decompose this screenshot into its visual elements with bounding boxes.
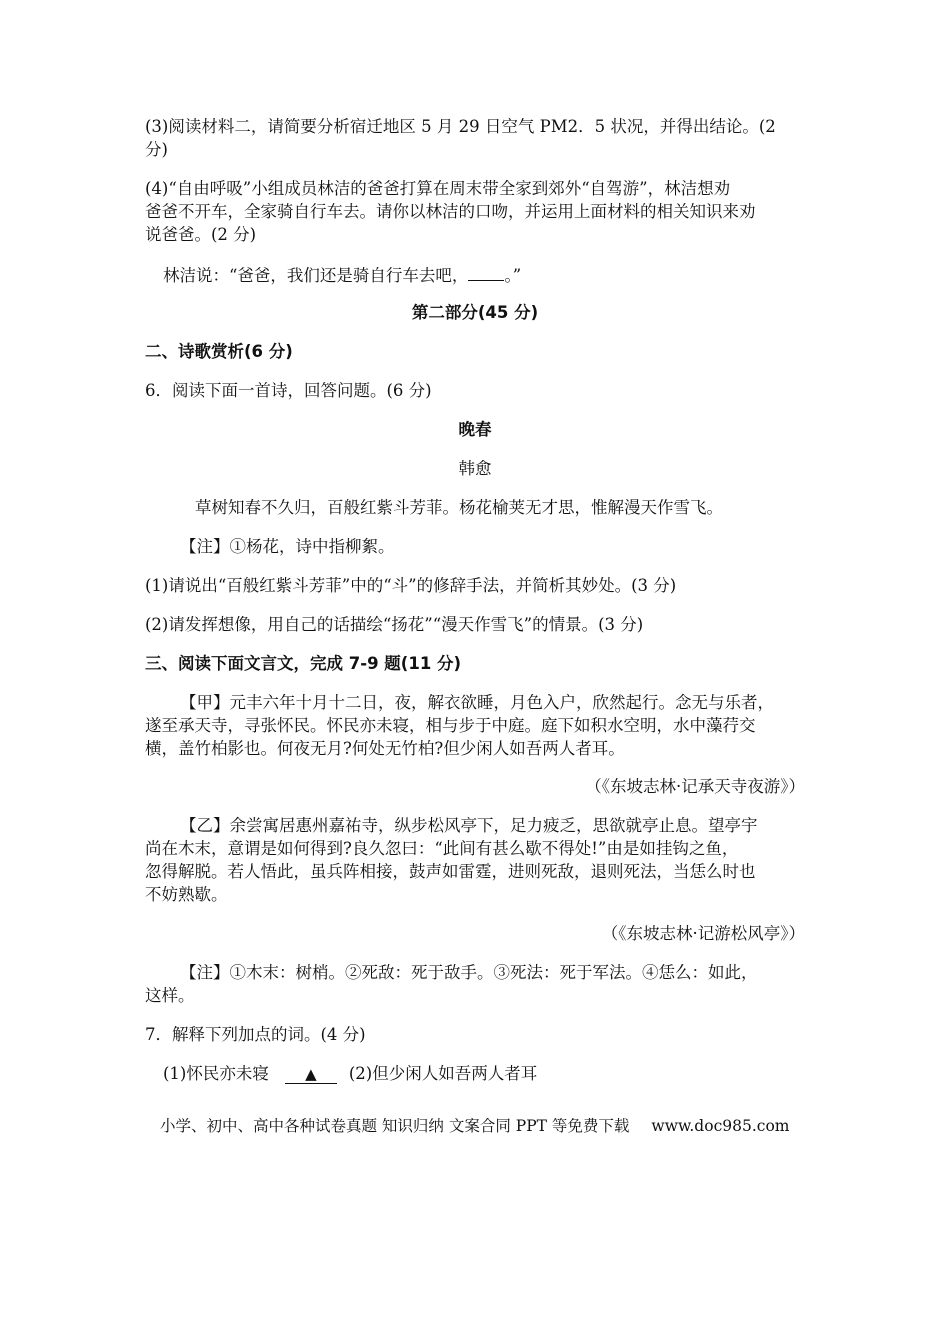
q4-answer-line [163,262,828,287]
part2-title: 第二部分(45 分) [411,303,539,322]
poem-text: 草树知春不久归，百般红紫斗芳菲。杨花榆荚无才思，惟解漫天作雪飞。 [195,498,723,517]
yi-line-1: 【乙】余尝寓居惠州嘉祐寺，纵步松风亭下，足力疲乏，思欲就亭止息。望亭宇 [180,816,758,835]
q4-line-2: 爸爸不开车，全家骑自行车去。请你以林洁的口吻，并运用上面材料的相关知识来劝 [145,202,756,221]
q4-line-3: 说爸爸。(2 分) [145,225,257,244]
footer-text: 小学、初中、高中各种试卷真题 知识归纳 文案合同 PPT 等免费下载 [160,1117,630,1135]
q7-item-2: (2)但少闲人如吾两人者耳 [348,1064,538,1083]
poem-note: 【注】①杨花，诗中指柳絮。 [180,537,395,556]
q6-sub1: (1)请说出“百般红紫斗芳菲”中的“斗”的修辞手法，并简析其妙处。(3 分) [145,576,677,595]
q6-sub2: (2)请发挥想像，用自己的话描绘“扬花”“漫天作雪飞”的情景。(3 分) [145,615,644,634]
q6-prompt: 6．阅读下面一首诗，回答问题。(6 分) [145,381,432,400]
yi-source: （《东坡志林·记游松风亭》） [601,924,805,943]
q4-answer-prefix: 林洁说：“爸爸，我们还是骑自行车去吧， [163,266,469,285]
yi-line-3: 忽得解脱。若人悟此，虽兵阵相接，鼓声如雷霆，进则死敌，退则死法，当恁么时也 [145,862,756,881]
jia-source: （《东坡志林·记承天寺夜游》） [585,777,805,796]
q3-line-2: 分) [145,140,168,159]
poem-title: 晚春 [458,420,492,439]
jia-line-1: 【甲】元丰六年十月十二日，夜，解衣欲睡，月色入户，欣然起行。念无与乐者， [180,693,774,712]
jia-line-2: 遂至承天寺，寻张怀民。怀民亦未寝，相与步于中庭。庭下如积水空明，水中藻荇交 [145,716,756,735]
section3-note-line-1: 【注】①木末：树梢。②死敌：死于敌手。③死法：死于军法。④恁么：如此， [180,963,758,982]
yi-line-2: 尚在木末，意谓是如何得到?良久忽曰：“此间有甚么歇不得处!”由是如挂钩之鱼， [145,839,739,858]
q4-answer-blank[interactable] [468,262,504,281]
q7-answer-blank[interactable]: ▲ [285,1065,337,1084]
section3-heading: 三、阅读下面文言文，完成 7-9 题(11 分) [145,654,462,673]
jia-line-3: 横，盖竹柏影也。何夜无月?何处无竹柏?但少闲人如吾两人者耳。 [145,739,625,758]
q3-line-1: (3)阅读材料二，请简要分析宿迁地区 5 月 29 日空气 PM2．5 状况，并得出结论。(2 [145,117,776,136]
q7-prompt: 7．解释下列加点的词。(4 分) [145,1025,366,1044]
q4-line-1: (4)“自由呼吸”小组成员林洁的爸爸打算在周末带全家到郊外“自驾游”，林洁想劝 [145,179,731,198]
section3-note-line-2: 这样。 [145,986,195,1005]
footer [160,1115,789,1137]
section2-heading: 二、诗歌赏析(6 分) [145,342,293,361]
q7-items [163,1062,828,1085]
footer-url[interactable]: www.doc985.com [651,1117,790,1135]
q4-answer-suffix: 。” [504,266,522,285]
poem-author: 韩愈 [458,459,492,478]
yi-line-4: 不妨熟歇。 [145,885,228,904]
q7-item-1: (1)怀民亦未寝 [163,1064,269,1083]
